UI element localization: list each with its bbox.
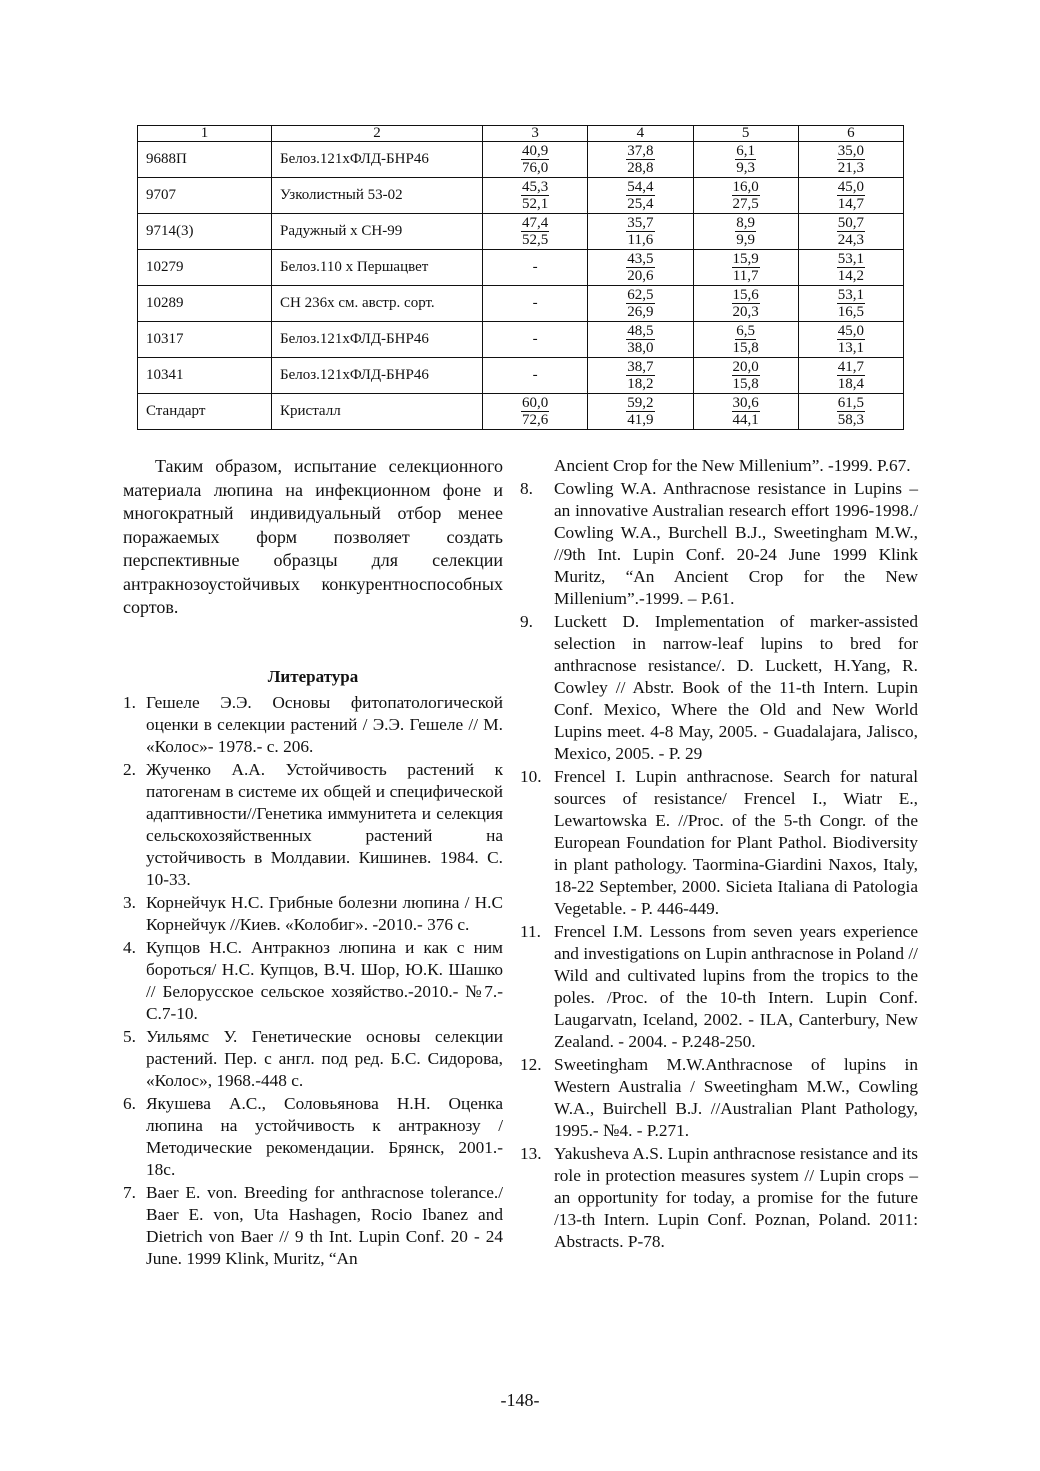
denominator: 25,4 bbox=[627, 196, 654, 212]
reference-number: 10. bbox=[520, 767, 542, 786]
header-cell: 6 bbox=[798, 126, 903, 142]
value-cell bbox=[483, 394, 588, 430]
page-number: -148- bbox=[500, 1390, 540, 1410]
value-cell bbox=[588, 142, 693, 178]
empty-dash: - bbox=[532, 331, 538, 347]
value-cell bbox=[693, 142, 798, 178]
cross-cell: Белоз.110 х Першацвет bbox=[272, 250, 483, 286]
empty-dash: - bbox=[532, 295, 538, 311]
numerator: 6,1 bbox=[736, 143, 755, 159]
reference-item bbox=[520, 766, 918, 920]
value-cell bbox=[798, 358, 903, 394]
header-cell: 5 bbox=[693, 126, 798, 142]
fraction-value bbox=[837, 215, 865, 248]
cross-cell: СН 236х см. австр. сорт. bbox=[272, 286, 483, 322]
reference-item bbox=[123, 759, 503, 891]
denominator: 9,3 bbox=[736, 160, 755, 176]
table-row bbox=[138, 394, 904, 430]
fraction-value bbox=[837, 179, 865, 212]
reference-item bbox=[123, 1026, 503, 1092]
reference-number: 1. bbox=[123, 692, 136, 712]
value-cell bbox=[483, 250, 588, 286]
value-cell bbox=[483, 358, 588, 394]
reference-number: 11. bbox=[520, 922, 541, 941]
fraction-value bbox=[837, 251, 865, 284]
table-row bbox=[138, 322, 904, 358]
reference-number: 12. bbox=[520, 1055, 542, 1074]
value-cell bbox=[798, 142, 903, 178]
conclusion-paragraph: Таким образом, испытание селекционного материала люпина на инфекционном фоне и многократный индивидуальный отбор менее поражаемых форм позволяет создать перспективные образцы для селекции антракнозоустойчивых конкурентноспособных сортов. bbox=[123, 456, 503, 617]
header-cell: 2 bbox=[272, 126, 483, 142]
value-cell bbox=[588, 358, 693, 394]
denominator: 28,8 bbox=[627, 160, 654, 176]
numerator: 61,5 bbox=[837, 395, 864, 411]
reference-text: Купцов Н.С. Антракноз люпина и как с ним бороться/ Н.С. Купцов, В.Ч. Шор, Ю.К. Шашко // Белорусское сельское хозяйство.-2010.- №7.- С.7-10. bbox=[146, 937, 503, 1023]
reference-text: Luckett D. Implementation of marker-assisted selection in narrow-leaf lupins to bred for anthracnose resistance/. D. Luckett, H.Yang, R. Cowley // Abstr. Book of the 11-th Intern. Lupin Conf. Mexico, Where the Old and New World Lupins meet. 4-8 May, 2005. - Guadalajara, Jalisco, Mexico, 2005. - P. 29 bbox=[554, 612, 918, 763]
cross-cell: Белоз.121хФЛД-БНР46 bbox=[272, 358, 483, 394]
reference-text: Гешеле Э.Э. Основы фитопатологической оценки в селекции растений / Э.Э. Гешеле // М. «Колос»- 1978.- с. 206. bbox=[146, 692, 503, 756]
fraction-value bbox=[732, 359, 760, 392]
fraction-value bbox=[837, 359, 865, 392]
table-header-row bbox=[138, 126, 904, 142]
denominator: 72,6 bbox=[522, 412, 549, 428]
denominator: 26,9 bbox=[627, 304, 654, 320]
line-id-cell: Стандарт bbox=[138, 394, 272, 430]
reference-continuation: Ancient Crop for the New Millenium”. -1999. P.67. bbox=[554, 456, 911, 475]
denominator: 11,6 bbox=[627, 232, 654, 248]
reference-text: Baer E. von. Breeding for anthracnose tolerance./ Baer E. von, Uta Hashagen, Rocio Ibanez and Dietrich von Baer // 9 th Int. Lupin Conf. 20 - 24 June. 1999 Klink, Muritz, “An bbox=[146, 1182, 503, 1268]
denominator: 52,1 bbox=[522, 196, 549, 212]
reference-item bbox=[123, 692, 503, 758]
empty-dash: - bbox=[532, 259, 538, 275]
numerator: 40,9 bbox=[522, 143, 549, 159]
fraction-value bbox=[735, 143, 756, 176]
numerator: 38,7 bbox=[627, 359, 654, 375]
cross-cell: Узколистный 53-02 bbox=[272, 178, 483, 214]
denominator: 16,5 bbox=[837, 304, 864, 320]
reference-item bbox=[520, 921, 918, 1053]
fraction-value bbox=[626, 179, 654, 212]
fraction-value bbox=[626, 251, 654, 284]
value-cell bbox=[693, 322, 798, 358]
table-row bbox=[138, 286, 904, 322]
reference-text: Yakusheva A.S. Lupin anthracnose resistance and its role in protection measures system // Lupin crops – an opportunity for today, a promise for the future /13-th Intern. Lupin Conf. Poznan, Poland. 2011: Abstracts. P-78. bbox=[554, 1144, 918, 1251]
line-id-cell: 9688П bbox=[138, 142, 272, 178]
fraction-value bbox=[837, 287, 865, 320]
denominator: 52,5 bbox=[522, 232, 549, 248]
numerator: 53,1 bbox=[837, 251, 864, 267]
numerator: 50,7 bbox=[837, 215, 864, 231]
denominator: 18,2 bbox=[627, 376, 654, 392]
denominator: 18,4 bbox=[837, 376, 864, 392]
table-row bbox=[138, 214, 904, 250]
value-cell bbox=[798, 178, 903, 214]
numerator: 15,9 bbox=[732, 251, 759, 267]
numerator: 54,4 bbox=[627, 179, 654, 195]
fraction-value bbox=[837, 395, 865, 428]
value-cell bbox=[798, 322, 903, 358]
numerator: 30,6 bbox=[732, 395, 759, 411]
fraction-value bbox=[732, 287, 760, 320]
fraction-value bbox=[626, 359, 654, 392]
fraction-value bbox=[732, 395, 760, 428]
denominator: 21,3 bbox=[837, 160, 864, 176]
fraction-value bbox=[837, 143, 865, 176]
fraction-value bbox=[837, 323, 865, 356]
reference-text: Уильямс У. Генетические основы селекции растений. Пер. с англ. под ред. Б.С. Сидорова, «Колос», 1968.-448 с. bbox=[146, 1026, 503, 1090]
value-cell bbox=[588, 322, 693, 358]
numerator: 37,8 bbox=[627, 143, 654, 159]
references-heading: Литература bbox=[267, 666, 359, 686]
reference-text: Корнейчук Н.С. Грибные болезни люпина / Н.С Корнейчук //Киев. «Колобиг». -2010.- 376 с. bbox=[146, 892, 503, 934]
value-cell bbox=[798, 286, 903, 322]
reference-number: 2. bbox=[123, 759, 136, 779]
reference-number: 4. bbox=[123, 937, 136, 957]
numerator: 45,0 bbox=[837, 323, 864, 339]
value-cell bbox=[588, 394, 693, 430]
reference-text: Жученко А.А. Устойчивость растений к патогенам в системе их общей и специфической адаптивности//Генетика иммунитета и селекция сельскохозяйственных растений на устойчивость в Молдавии. Кишинев. 1984. С. 10-33. bbox=[146, 759, 503, 889]
value-cell bbox=[588, 250, 693, 286]
table-row bbox=[138, 250, 904, 286]
value-cell bbox=[693, 178, 798, 214]
table-row bbox=[138, 178, 904, 214]
line-id-cell: 9714(3) bbox=[138, 214, 272, 250]
numerator: 16,0 bbox=[732, 179, 759, 195]
value-cell bbox=[798, 214, 903, 250]
value-cell bbox=[798, 394, 903, 430]
numerator: 45,3 bbox=[522, 179, 549, 195]
right-column bbox=[520, 455, 918, 1254]
header-cell: 3 bbox=[483, 126, 588, 142]
reference-item bbox=[123, 892, 503, 936]
fraction-value bbox=[521, 395, 549, 428]
reference-item bbox=[520, 478, 918, 610]
numerator: 59,2 bbox=[627, 395, 654, 411]
value-cell bbox=[588, 178, 693, 214]
denominator: 41,9 bbox=[627, 412, 654, 428]
reference-number: 13. bbox=[520, 1144, 542, 1163]
reference-text: Frencel I. Lupin anthracnose. Search for natural sources of resistance/ Frencel I., Wiatr E., Lewartowska E. //Proc. of the 5-th Congr. of the European Foundation for Plant Pathol. Biodiversity in plant pathology. Taormina-Giardini Naxos, Italy, 18-22 September, 2000. Sicieta Italiana di Patologia Vegetable. - P. 446-449. bbox=[554, 767, 918, 918]
denominator: 27,5 bbox=[732, 196, 759, 212]
line-id-cell: 9707 bbox=[138, 178, 272, 214]
denominator: 13,1 bbox=[837, 340, 864, 356]
denominator: 9,9 bbox=[736, 232, 755, 248]
denominator: 15,8 bbox=[732, 376, 759, 392]
reference-item bbox=[520, 1054, 918, 1142]
denominator: 20,3 bbox=[732, 304, 759, 320]
line-id-cell: 10317 bbox=[138, 322, 272, 358]
reference-text: Cowling W.A. Anthracnose resistance in Lupins – an innovative Australian research effort 1996-1998./ Cowling W.A., Burchell B.J., Sweetingham M.W., //9th Int. Lupin Conf. 20-24 June 1999 Klink Muritz, “An Ancient Crop for the New Millenium”.-1999. – P.61. bbox=[554, 479, 918, 608]
fraction-value bbox=[521, 143, 549, 176]
left-column bbox=[123, 455, 503, 1271]
denominator: 24,3 bbox=[837, 232, 864, 248]
results-table bbox=[137, 125, 904, 430]
reference-text: Frencel I.M. Lessons from seven years experience and investigations on Lupin anthracnose in Poland // Wild and cultivated lupins from the tropics to the poles. /Proc. of the 10-th Intern. Lupin Conf. Laugarvatn, Iceland, 2002. - ILA, Canterbury, New Zealand. - 2004. - P.248-250. bbox=[554, 922, 918, 1051]
denominator: 14,2 bbox=[837, 268, 864, 284]
header-cell: 4 bbox=[588, 126, 693, 142]
value-cell bbox=[483, 322, 588, 358]
denominator: 58,3 bbox=[837, 412, 864, 428]
numerator: 60,0 bbox=[522, 395, 549, 411]
numerator: 53,1 bbox=[837, 287, 864, 303]
numerator: 6,5 bbox=[736, 323, 755, 339]
fraction-value bbox=[733, 323, 759, 356]
reference-item bbox=[123, 1182, 503, 1270]
fraction-value bbox=[735, 215, 756, 248]
denominator: 76,0 bbox=[522, 160, 549, 176]
reference-number: 5. bbox=[123, 1026, 136, 1046]
numerator: 48,5 bbox=[627, 323, 654, 339]
line-id-cell: 10289 bbox=[138, 286, 272, 322]
header-cell: 1 bbox=[138, 126, 272, 142]
reference-text: Sweetingham M.W.Anthracnose of lupins in Western Australia / Sweetingham M.W., Cowling W.A., Buirchell B.J. //Australian Plant Pathology, 1995.- №4. - P.271. bbox=[554, 1055, 918, 1140]
value-cell bbox=[798, 250, 903, 286]
table-row bbox=[138, 142, 904, 178]
fraction-value bbox=[626, 395, 654, 428]
numerator: 35,0 bbox=[837, 143, 864, 159]
denominator: 15,8 bbox=[732, 340, 759, 356]
fraction-value bbox=[626, 215, 654, 248]
numerator: 15,6 bbox=[732, 287, 759, 303]
numerator: 35,7 bbox=[627, 215, 654, 231]
value-cell bbox=[693, 250, 798, 286]
cross-cell: Белоз.121хФЛД-БНР46 bbox=[272, 322, 483, 358]
cross-cell: Радужный х СН-99 bbox=[272, 214, 483, 250]
reference-item bbox=[123, 937, 503, 1025]
denominator: 11,7 bbox=[732, 268, 759, 284]
reference-text: Якушева А.С., Соловьянова Н.Н. Оценка люпина на устойчивость к антракнозу /Методические рекомендации. Брянск, 2001.- 18с. bbox=[146, 1093, 503, 1179]
denominator: 14,7 bbox=[837, 196, 864, 212]
value-cell bbox=[693, 286, 798, 322]
fraction-value bbox=[626, 287, 654, 320]
reference-number: 9. bbox=[520, 612, 533, 631]
cross-cell: Белоз.121хФЛД-БНР46 bbox=[272, 142, 483, 178]
value-cell bbox=[693, 358, 798, 394]
value-cell bbox=[693, 394, 798, 430]
fraction-value bbox=[626, 143, 654, 176]
numerator: 41,7 bbox=[837, 359, 864, 375]
references-list-left bbox=[123, 692, 503, 1270]
reference-item bbox=[520, 1143, 918, 1253]
numerator: 8,9 bbox=[736, 215, 755, 231]
value-cell bbox=[483, 214, 588, 250]
denominator: 20,6 bbox=[627, 268, 654, 284]
value-cell bbox=[483, 178, 588, 214]
references-list-right bbox=[520, 478, 918, 1253]
fraction-value bbox=[521, 215, 549, 248]
reference-number: 6. bbox=[123, 1093, 136, 1113]
reference-number: 3. bbox=[123, 892, 136, 912]
fraction-value bbox=[732, 251, 760, 284]
value-cell bbox=[483, 142, 588, 178]
reference-item bbox=[520, 611, 918, 765]
reference-item bbox=[123, 1093, 503, 1181]
denominator: 44,1 bbox=[732, 412, 759, 428]
cross-cell: Кристалл bbox=[272, 394, 483, 430]
reference-number: 7. bbox=[123, 1182, 136, 1202]
line-id-cell: 10341 bbox=[138, 358, 272, 394]
numerator: 62,5 bbox=[627, 287, 654, 303]
numerator: 43,5 bbox=[627, 251, 654, 267]
table-row bbox=[138, 358, 904, 394]
reference-number: 8. bbox=[520, 479, 533, 498]
numerator: 45,0 bbox=[837, 179, 864, 195]
value-cell bbox=[588, 214, 693, 250]
fraction-value bbox=[732, 179, 760, 212]
numerator: 20,0 bbox=[732, 359, 759, 375]
value-cell bbox=[588, 286, 693, 322]
value-cell bbox=[693, 214, 798, 250]
fraction-value bbox=[521, 179, 549, 212]
value-cell bbox=[483, 286, 588, 322]
line-id-cell: 10279 bbox=[138, 250, 272, 286]
fraction-value bbox=[626, 323, 654, 356]
empty-dash: - bbox=[532, 367, 538, 383]
denominator: 38,0 bbox=[627, 340, 654, 356]
numerator: 47,4 bbox=[522, 215, 549, 231]
